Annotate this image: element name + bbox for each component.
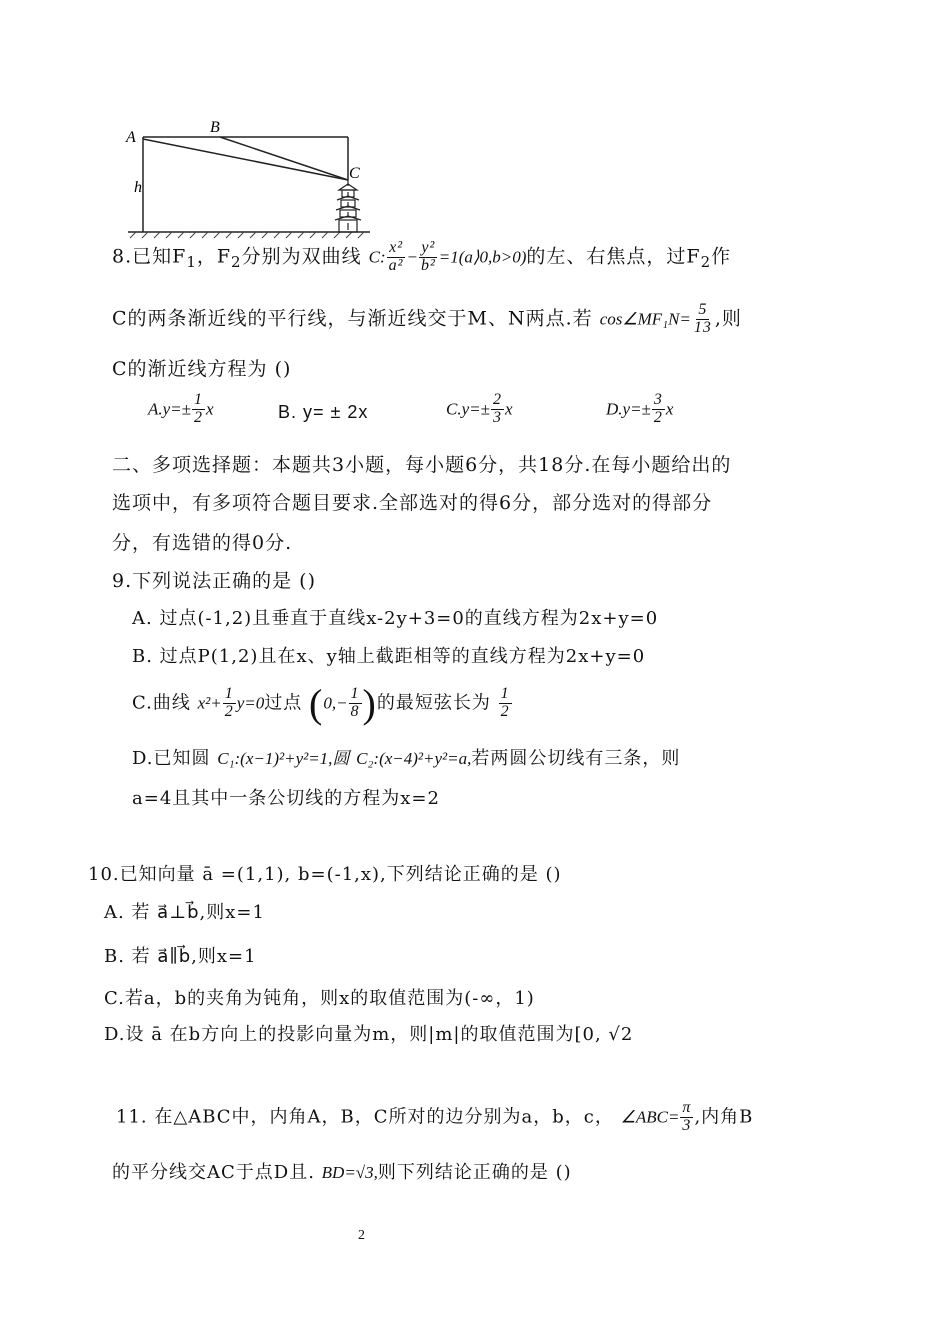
option-text: D.已知圆 [132, 748, 211, 769]
option-text: C.曲线 [132, 692, 191, 714]
q10-option-b: B. 若 a⃗∥b⃗,则x=1 [104, 946, 257, 967]
fraction-num: 3 [653, 391, 663, 408]
fraction-num: π [682, 1099, 692, 1116]
option-text: D.y=± [606, 399, 651, 419]
q9-option-b: B. 过点P(1,2)且在x、y轴上截距相等的直线方程为2x+y=0 [132, 646, 646, 667]
fraction [652, 392, 665, 427]
fraction-den: b² [420, 256, 436, 274]
q8-text: C的渐近线方程为 () [112, 358, 292, 380]
fraction-num: y² [421, 239, 436, 256]
q8-text: C的两条渐近线的平行线，与渐近线交于M、N两点.若 [112, 307, 593, 330]
fraction [419, 240, 438, 275]
circle-equation: C₁:(x−1)²+y²=1,圆 [217, 749, 350, 768]
q8-option-a [148, 392, 214, 427]
q9-option-a: A. 过点(-1,2)且垂直于直线x-2y+3=0的直线方程为2x+y=0 [132, 608, 659, 629]
figure-label-b: B [210, 119, 220, 136]
fraction-num: 1 [350, 685, 360, 703]
section2-line1: 二、多项选择题：本题共3小题，每小题6分，共18分.在每小题给出的 [112, 454, 732, 476]
q10-option-d: D.设 ā 在b方向上的投影向量为m，则|m|的取值范围为[0, √2 [104, 1024, 634, 1045]
fraction [192, 392, 205, 427]
option-text: A.y=± [148, 399, 191, 419]
equation-label: C: [368, 247, 386, 267]
q9-option-c [132, 680, 513, 727]
tower-figure [120, 112, 380, 242]
option-text: 若两圆公切线有三条，则 [471, 748, 681, 769]
fraction [223, 686, 236, 721]
ground-hatch [130, 232, 364, 238]
q9-option-d [132, 744, 680, 770]
q9-option-d-line2: a=4且其中一条公切线的方程为x=2 [132, 788, 440, 809]
fraction-num: 5 [698, 301, 708, 318]
fraction-den: 3 [492, 408, 502, 426]
paren-open: ( [308, 681, 324, 726]
fraction [387, 240, 406, 275]
q8-option-b [278, 402, 368, 423]
subscript: 1 [186, 253, 197, 272]
point-coord: 0,− [323, 693, 348, 713]
fraction-den: 2 [224, 703, 234, 720]
q8-option-d [606, 392, 673, 427]
q11-line1 [116, 1100, 753, 1135]
fraction-den: 3 [682, 1116, 692, 1134]
q8-text: ,则 [714, 307, 742, 330]
section2-line2: 选项中，有多项符合题目要求.全部选对的得6分，部分选对的得部分 [112, 492, 713, 514]
paren-close: ) [362, 681, 377, 726]
q8-line2 [112, 302, 742, 337]
fraction-num: 1 [500, 685, 510, 703]
q8-line3 [112, 354, 291, 381]
q8-line1 [112, 240, 731, 275]
cos-expression: cos∠MF₁N= [599, 309, 691, 329]
option-text: x [205, 399, 214, 419]
q8-text: 的左、右焦点，过F [526, 245, 701, 268]
fraction-num: 2 [492, 391, 502, 408]
figure-label-a: A [126, 129, 136, 146]
fraction [491, 392, 504, 427]
fraction-den: 2 [653, 408, 663, 426]
option-text: C.y=± [446, 399, 490, 419]
q11-text: 则下列结论正确的是 () [377, 1162, 572, 1183]
q10-stem: 10.已知向量 ā =(1,1), b=(-1,x),下列结论正确的是 () [88, 864, 562, 885]
q8-text: 分别为双曲线 [241, 245, 362, 268]
fraction [499, 686, 512, 721]
q8-text: 作 [711, 245, 732, 268]
math-op: − [406, 247, 418, 267]
equation: y=0 [236, 693, 265, 713]
q8-text: 8.已知F [112, 245, 187, 268]
fraction [349, 686, 362, 721]
figure-label-c: C [349, 165, 360, 182]
fraction-num: 1 [193, 391, 203, 408]
bd-expression: BD=√3, [321, 1163, 378, 1182]
q8-text: ，F [196, 245, 232, 268]
q8-option-c [446, 392, 512, 427]
option-text: 的最短弦长为 [376, 692, 491, 714]
section2-line3: 分，有选错的得0分. [112, 532, 293, 554]
fraction [680, 1100, 693, 1135]
subscript: 2 [700, 253, 712, 272]
angle-expression: ∠ABC= [620, 1107, 680, 1127]
q11-line2 [112, 1158, 572, 1184]
q11-text: ,内角B [694, 1106, 754, 1128]
subscript: 2 [231, 253, 242, 272]
fraction-num: 1 [224, 685, 234, 703]
fraction-den: 2 [193, 408, 203, 426]
equation-condition: =1(a⟩0,b>0) [438, 247, 527, 267]
figure-label-h: h [134, 179, 142, 196]
option-text: x [504, 399, 513, 419]
pagoda-icon [335, 180, 361, 232]
q10-option-c: C.若a，b的夹角为钝角，则x的取值范围为(-∞，1) [104, 988, 535, 1009]
q11-text: 11. 在△ABC中，内角A，B，C所对的边分别为a，b，c， [116, 1106, 614, 1128]
fraction-den: 13 [693, 318, 712, 336]
circle-equation: C₂:(x−4)²+y²=a, [356, 749, 472, 768]
fraction-den: 8 [350, 703, 360, 720]
equation: x²+ [197, 693, 222, 713]
fraction-den: 2 [500, 703, 510, 720]
option-text: 过点 [264, 692, 303, 714]
q11-text: 的平分线交AC于点D且. [112, 1162, 315, 1183]
q10-option-a: A. 若 a⃗⊥b⃗,则x=1 [104, 902, 265, 923]
q9-stem: 9.下列说法正确的是 () [112, 570, 316, 592]
option-text: B. y= ± 2x [278, 402, 369, 422]
fraction-num: x² [389, 239, 403, 256]
fraction-den: a² [388, 256, 404, 274]
option-text: x [665, 399, 674, 419]
page-number: 2 [358, 1228, 365, 1243]
fraction [692, 302, 714, 337]
